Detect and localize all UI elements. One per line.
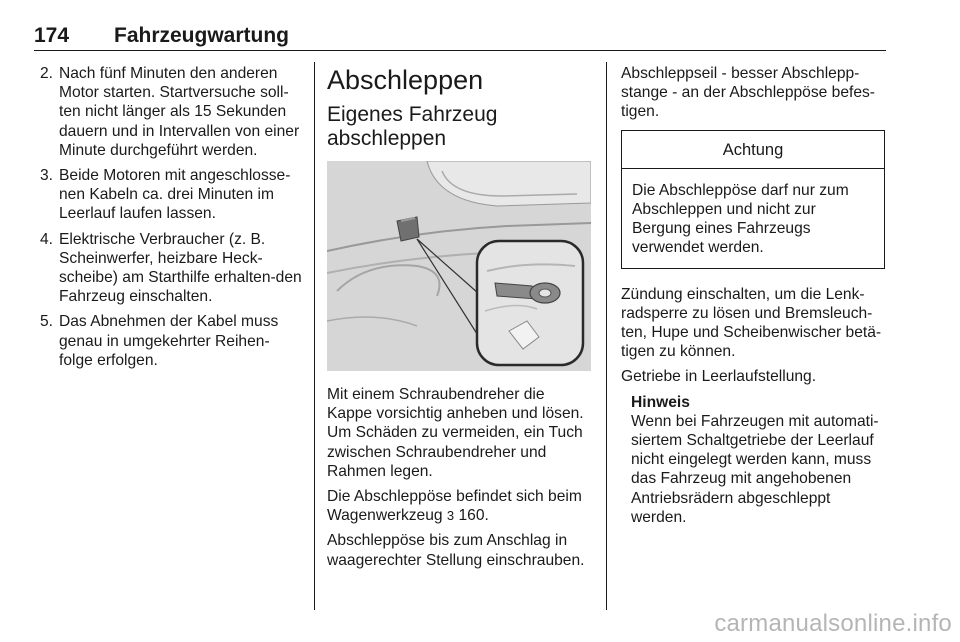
column-divider [314, 62, 315, 610]
watermark: carmanualsonline.info [714, 610, 952, 637]
tow-eye-illustration [327, 161, 591, 371]
column-1 [40, 64, 302, 376]
paragraph: Zündung einschalten, um die Lenk-radsperre zu lösen und Bremsleuch-ten, Hupe und Scheibenwischer betä-tigen zu können. [621, 285, 882, 361]
paragraph: Abschleppöse bis zum Anschlag in waagerechter Stellung einschrauben. [327, 532, 585, 569]
page-number: 174 [34, 24, 70, 47]
caution-title: Achtung [622, 131, 884, 169]
paragraph: Getriebe in Leerlaufstellung. [621, 368, 817, 386]
paragraph-text: Die Abschleppöse befindet sich beim Wagenwerkzeug [327, 488, 582, 525]
caution-text: Die Abschleppöse darf nur zum Abschleppen und nicht zur Bergung eines Fahrzeugs verwendet werden. [632, 181, 849, 257]
subsection-heading: Eigenes Fahrzeug abschleppen [327, 103, 498, 150]
section-heading: Abschleppen [327, 65, 484, 95]
note-text: Wenn bei Fahrzeugen mit automati-siertem Schaltgetriebe der Leerlauf nicht eingelegt werden kann, muss das Fahrzeug mit angehobenen Antriebsrädern abgeschleppt werden. [631, 412, 879, 526]
step-list [40, 64, 302, 370]
column-divider [606, 62, 607, 610]
step-text: Beide Motoren mit angeschlosse-nen Kabeln ca. drei Minuten im Leerlauf laufen lassen. [59, 167, 291, 223]
list-item [40, 230, 302, 307]
caution-box [621, 130, 885, 269]
column-2 [327, 64, 591, 576]
step-number: 5. [40, 313, 54, 331]
step-number: 3. [40, 167, 54, 185]
column-3 [621, 64, 885, 527]
page-reference: 160. [458, 507, 489, 525]
step-number: 4. [40, 230, 54, 248]
page-reference-icon: 3 [446, 508, 455, 524]
chapter-title: Fahrzeugwartung [114, 24, 290, 47]
header-rule [34, 50, 886, 51]
list-item [40, 166, 302, 224]
note-box [621, 393, 885, 527]
tow-eye-drawing [327, 161, 591, 371]
step-text: Das Abnehmen der Kabel muss genau in umgekehrter Reihen-folge erfolgen. [59, 313, 279, 369]
paragraph: Mit einem Schraubendreher die Kappe vorsichtig anheben und lösen. Um Schäden zu vermeiden, ein Tuch zwischen Schraubendreher und Rahmen legen. [327, 386, 584, 480]
paragraph: Abschleppseil - besser Abschlepp-stange - an der Abschleppöse befes-tigen. [621, 65, 875, 121]
paragraph [327, 487, 591, 525]
step-text: Elektrische Verbraucher (z. B. Scheinwerfer, heizbare Heck-scheibe) am Starthilfe erhalten-den Fahrzeug einschalten. [59, 230, 302, 306]
step-number: 2. [40, 65, 54, 82]
step-text: Nach fünf Minuten den anderen Motor starten. Startversuche soll-ten nicht länger als 15 Sekunden dauern und in Intervallen von einer Minute durchgeführt werden. [59, 65, 300, 159]
note-title: Hinweis [631, 393, 690, 411]
list-item [40, 64, 302, 160]
list-item [40, 312, 302, 370]
